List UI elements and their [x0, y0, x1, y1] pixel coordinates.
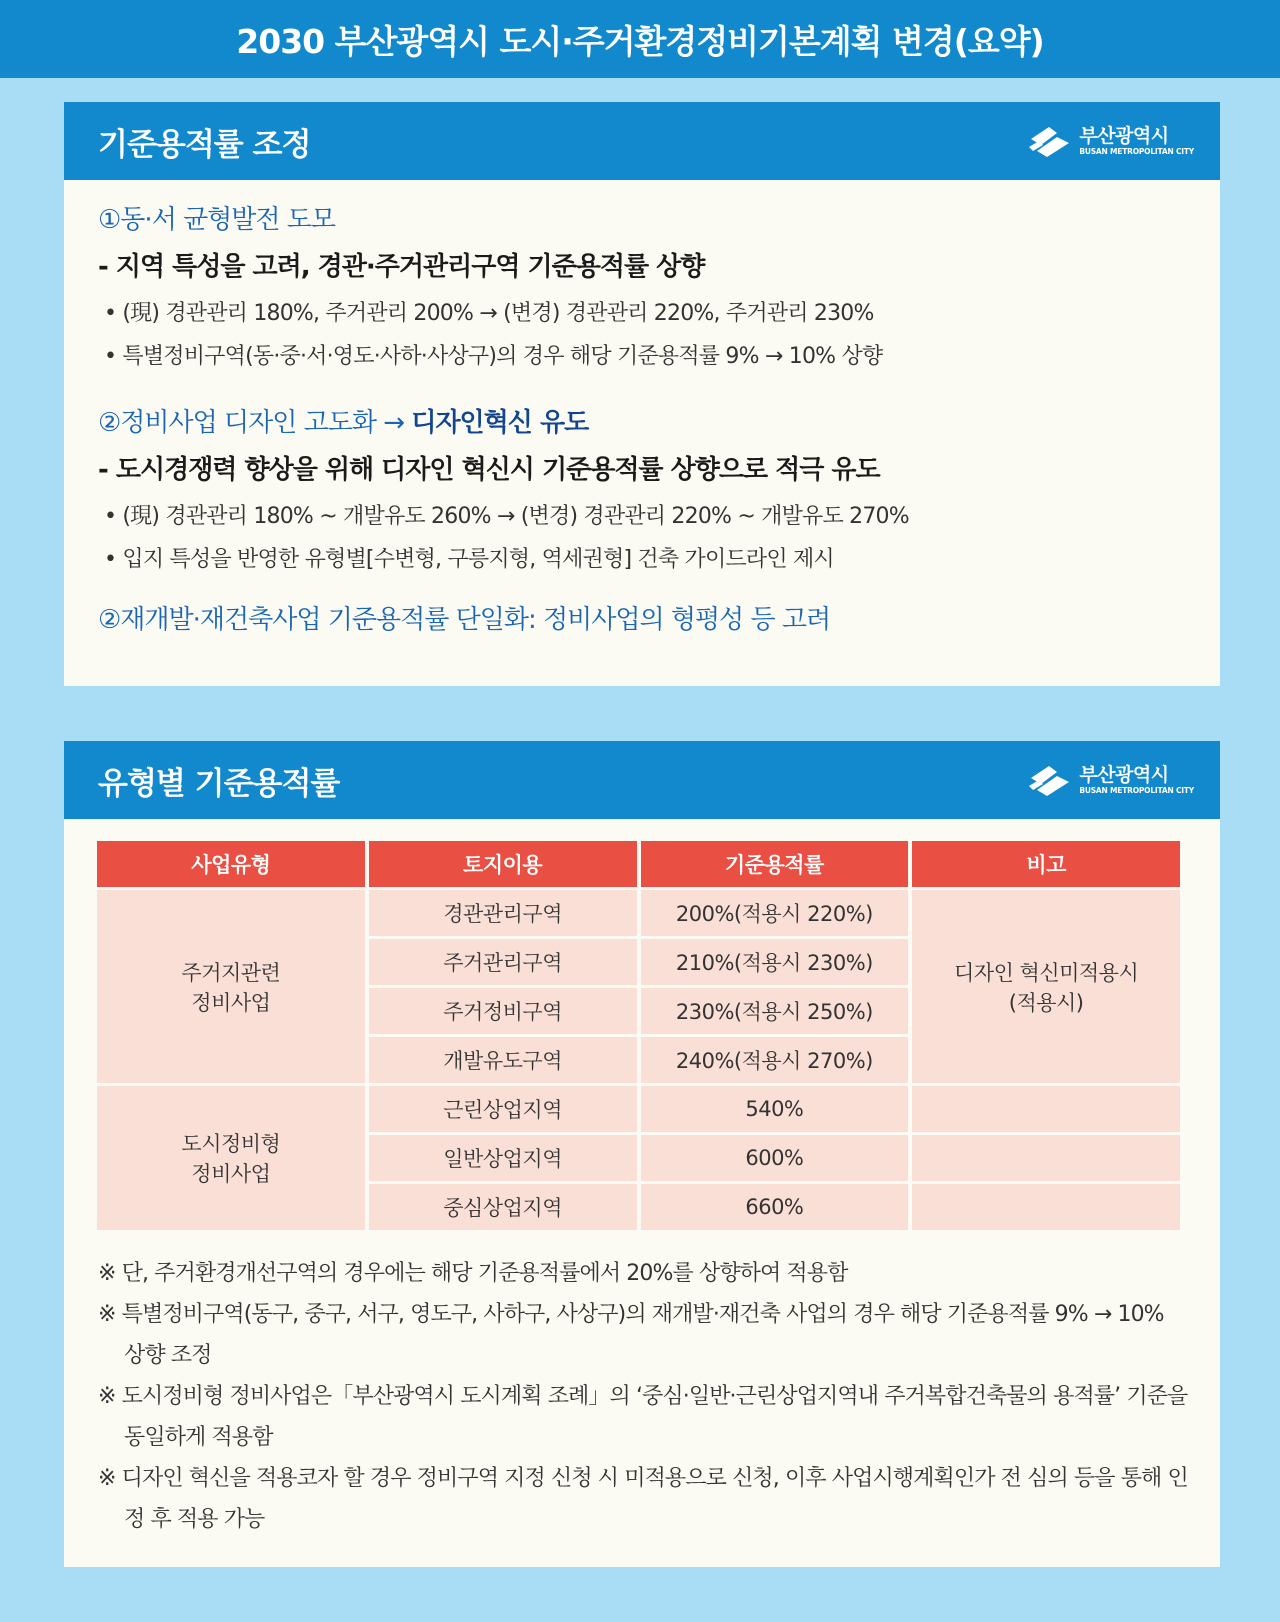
table-row — [97, 1086, 1180, 1132]
panel-header — [64, 102, 1220, 180]
panel-base-far-adjustment — [64, 102, 1220, 686]
far-cell: 600% — [641, 1135, 909, 1181]
item-heading: ①동·서 균형발전 도모 — [98, 205, 336, 235]
lead-emphasis: 디자인 혁신시 기준용적률 상향 — [381, 455, 719, 485]
bullet-item: • 입지 특성을 반영한 유형별[수변형, 구릉지형, 역세권형] 건축 가이드라인 제시 — [104, 547, 834, 572]
far-cell: 230%(적용시 250%) — [641, 988, 909, 1034]
type-line: 주거지관련 — [181, 960, 281, 985]
bullet-item: • 특별정비구역(동·중·서·영도·사하·사상구)의 경우 해당 기준용적률 9% → 10% 상향 — [104, 344, 883, 369]
footnote: ※ 도시정비형 정비사업은「부산광역시 도시계획 조례」의 ‘중심·일반·근린상업지역내 주거복합건축물의 용적률’ 기준을 동일하게 적용함 — [98, 1384, 1188, 1450]
remarks-cell-empty — [912, 1184, 1180, 1230]
far-cell: 210%(적용시 230%) — [641, 939, 909, 985]
type-line: 정비사업 — [191, 990, 271, 1015]
far-table — [93, 838, 1184, 1233]
logo-subtitle: BUSAN METROPOLITAN CITY — [1079, 786, 1194, 795]
section-body — [64, 180, 1220, 642]
type-cell — [97, 890, 365, 1083]
panel-far-by-type — [64, 741, 1220, 1567]
item-lead — [98, 445, 1186, 495]
remarks-cell-empty — [912, 1086, 1180, 1132]
top-banner — [0, 0, 1280, 78]
table-header-row — [97, 841, 1180, 887]
land-use-cell: 주거관리구역 — [369, 939, 637, 985]
type-line: 정비사업 — [191, 1162, 271, 1186]
land-use-cell: 경관관리구역 — [369, 890, 637, 936]
footnote: ※ 단, 주거환경개선구역의 경우에는 해당 기준용적률에서 20%를 상향하여 적용함 — [98, 1261, 848, 1286]
lead-part: - 도시경쟁력 향상을 위해 — [98, 455, 382, 485]
remarks-line: 디자인 혁신미적용시 — [954, 960, 1139, 985]
land-use-cell: 근린상업지역 — [369, 1086, 637, 1132]
section-title: 유형별 기준용적률 — [98, 765, 340, 802]
remarks-cell — [912, 890, 1180, 1083]
logo-subtitle: BUSAN METROPOLITAN CITY — [1079, 147, 1194, 156]
footnote: ※ 특별정비구역(동구, 중구, 서구, 영도구, 사하구, 사상구)의 재개발·재건축 사업의 경우 해당 기준용적률 9% → 10% 상향 조정 — [98, 1302, 1164, 1368]
col-header-type: 사업유형 — [97, 841, 365, 887]
busan-logo — [1027, 760, 1194, 800]
far-cell: 540% — [641, 1086, 909, 1132]
logo-name: 부산광역시 — [1079, 125, 1169, 147]
item-lead: - 지역 특성을 고려, 경관·주거관리구역 기준용적률 상향 — [98, 252, 705, 282]
footnotes — [98, 1253, 1190, 1540]
col-header-land-use: 토지이용 — [369, 841, 637, 887]
far-cell: 240%(적용시 270%) — [641, 1037, 909, 1083]
land-use-cell: 주거정비구역 — [369, 988, 637, 1034]
item-heading — [98, 401, 1186, 445]
busan-logo — [1027, 121, 1194, 161]
col-header-base-far: 기준용적률 — [641, 841, 909, 887]
logo-name: 부산광역시 — [1079, 764, 1169, 786]
land-use-cell: 일반상업지역 — [369, 1135, 637, 1181]
bullet-item: • (現) 경관관리 180% ~ 개발유도 260% → (변경) 경관관리 220% ~ 개발유도 270% — [104, 504, 909, 529]
type-line: 도시정비형 — [181, 1132, 281, 1156]
land-use-cell: 중심상업지역 — [369, 1184, 637, 1230]
item-heading-bold: 디자인혁신 유도 — [411, 408, 589, 438]
far-cell: 200%(적용시 220%) — [641, 890, 909, 936]
lead-part: 으로 적극 유도 — [718, 455, 880, 485]
type-cell — [97, 1086, 365, 1230]
land-use-cell: 개발유도구역 — [369, 1037, 637, 1083]
bullet-item: • (現) 경관관리 180%, 주거관리 200% → (변경) 경관관리 220%, 주거관리 230% — [104, 301, 874, 326]
col-header-remarks: 비고 — [912, 841, 1180, 887]
remarks-cell-empty — [912, 1135, 1180, 1181]
footnote: ※ 디자인 혁신을 적용코자 할 경우 정비구역 지정 신청 시 미적용으로 신청, 이후 사업시행계획인가 전 심의 등을 통해 인정 후 적용 가능 — [98, 1466, 1188, 1532]
section-title: 기준용적률 조정 — [98, 126, 311, 163]
busan-logo-icon — [1027, 760, 1073, 800]
item-heading: ②재개발·재건축사업 기준용적률 단일화: 정비사업의 형평성 등 고려 — [98, 605, 831, 635]
far-cell: 660% — [641, 1184, 909, 1230]
remarks-line: (적용시) — [1008, 990, 1084, 1015]
item-heading-plain: ②정비사업 디자인 고도화 → — [98, 408, 412, 438]
busan-logo-icon — [1027, 121, 1073, 161]
table-row — [97, 890, 1180, 936]
page-title: 2030 부산광역시 도시·주거환경정비기본계획 변경(요약) — [236, 21, 1044, 61]
panel-header — [64, 741, 1220, 819]
